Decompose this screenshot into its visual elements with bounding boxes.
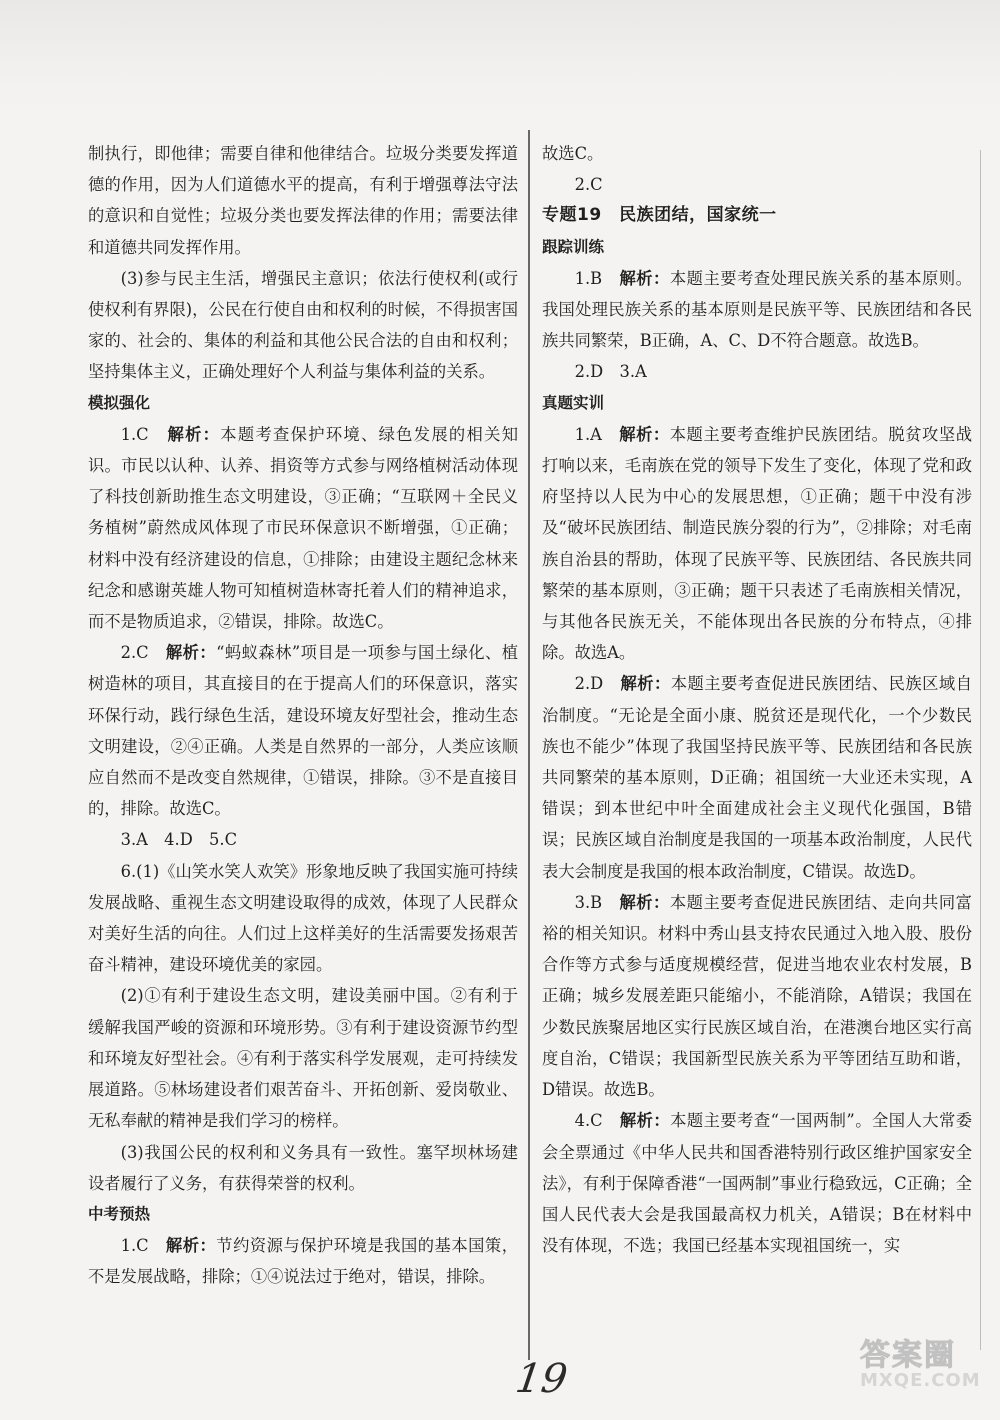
- paragraph-continuation: 故选C。: [542, 144, 604, 163]
- answer-item: [542, 1105, 972, 1261]
- analysis-text: 本题考查保护环境、绿色发展的相关知识。市民以认种、认养、捐资等方式参与网络植树活动体现了科技创新助推生态文明建设，③正确；“互联网＋全民义务植树”蔚然成风体现了市民环保意识不断增强，①正确；材料中没有经济建设的信息，①排除；由建设主题纪念林来纪念和感谢英雄人物可知植树造林寄托着人们的精神追求，而不是物质追求，②错误，排除。故选C。: [88, 424, 518, 632]
- answer-item: [88, 637, 518, 824]
- answer-item: [88, 419, 518, 637]
- topic-title: 专题19 民族团结，国家统一: [542, 205, 777, 226]
- answer-number: 3.B: [574, 892, 603, 912]
- column-divider: [528, 130, 530, 1360]
- analysis-text: 本题主要考查处理民族关系的基本原则。我国处理民族关系的基本原则是民族平等、民族团结和各民族共同繁荣，B正确，A、C、D不符合题意。故选B。: [542, 268, 972, 351]
- left-column: [88, 138, 518, 1293]
- analysis-label: 解析：: [619, 1111, 671, 1131]
- answer-number: 1.C: [120, 424, 149, 444]
- answer-number: 4.C: [574, 1111, 603, 1131]
- section-heading-exam: 中考预热: [88, 1204, 151, 1223]
- right-column: [542, 138, 972, 1261]
- watermark-top-text: 答案圈: [860, 1338, 956, 1373]
- answer-number: 1.C: [120, 1236, 149, 1256]
- page-edge: [980, 150, 981, 1350]
- answer-number: 2.D: [574, 674, 604, 694]
- answer-short-list: 2.D 3.A: [574, 362, 647, 382]
- analysis-text: 本题主要考查维护民族团结。脱贫攻坚战打响以来，毛南族在党的领导下发生了变化，体现了党和政府坚持以人民为中心的发展思想，①正确；题干中没有涉及“破坏民族团结、制造民族分裂的行为”，②排除；对毛南族自治县的帮助，体现了民族平等、民族团结、各民族共同繁荣的基本原则，③正确；题干只表述了毛南族相关情况，与其他各民族无关，不能体现出各民族的分布特点，④排除。故选A。: [542, 424, 972, 663]
- section-heading-simulate: 模拟强化: [88, 393, 151, 412]
- analysis-label: 解析：: [620, 674, 671, 694]
- analysis-label: 解析：: [619, 892, 670, 912]
- answer-number: 1.B: [574, 268, 603, 288]
- scan-shading: [0, 0, 1000, 110]
- answer-number: 2.C: [120, 643, 149, 663]
- answer-6-part-3: (3)我国公民的权利和义务具有一致性。塞罕坝林场建设者履行了义务，有获得荣誉的权利。: [88, 1142, 518, 1193]
- answer-6-part-2: (2)①有利于建设生态文明，建设美丽中国。②有利于缓解我国严峻的资源和环境形势。③有利于建设资源节约型和环境友好型社会。④有利于落实科学发展观，走可持续发展道路。⑤林场建设者们艰苦奋斗、开拓创新、爱岗敬业、无私奉献的精神是我们学习的榜样。: [88, 986, 518, 1131]
- paragraph-continuation: 制执行，即他律；需要自律和他律结合。垃圾分类要发挥道德的作用，因为人们道德水平的提高，有利于增强尊法守法的意识和自觉性；垃圾分类也要发挥法律的作用；需要法律和道德共同发挥作用。: [88, 144, 518, 257]
- answer-item: [542, 887, 972, 1105]
- paragraph-answer-3: (3)参与民主生活，增强民主意识；依法行使权利(或行使权利有界限)，公民在行使自由和权利的时候，不得损害国家的、社会的、集体的利益和其他公民合法的自由和权利；坚持集体主义，正确处理好个人利益与集体利益的关系。: [88, 268, 518, 382]
- answer-number: 1.A: [574, 424, 602, 444]
- analysis-text: 本题主要考查促进民族团结、走向共同富裕的相关知识。材料中秀山县支持农民通过入地入股、股份合作等方式参与适度规模经营，促进当地农业农村发展，B正确；城乡发展差距只能缩小，不能消除，A错误；我国在少数民族聚居地区实行民族区域自治，在港澳台地区实行高度自治，C错误；我国新型民族关系为平等团结互助和谐，D错误。故选B。: [542, 892, 972, 1100]
- analysis-label: 解析：: [165, 1236, 217, 1256]
- answer-short: 2.C: [574, 175, 603, 195]
- section-heading-real: 真题实训: [542, 393, 605, 412]
- answer-item: [88, 1230, 518, 1292]
- answer-item: [542, 263, 972, 357]
- analysis-label: 解析：: [167, 424, 221, 444]
- watermark-logo: [860, 1330, 995, 1410]
- analysis-label: 解析：: [619, 268, 670, 288]
- analysis-text: 节约资源与保护环境是我国的基本国策，不是发展战略，排除；①④说法过于绝对，错误，排除。: [88, 1236, 518, 1287]
- analysis-text: 本题主要考查“一国两制”。全国人大常委会全票通过《中华人民共和国香港特别行政区维护国家安全法》，有利于保障香港“一国两制”事业行稳致远，C正确；全国人民代表大会是我国最高权力机关，A错误；B在材料中没有体现，不选；我国已经基本实现祖国统一，实: [542, 1111, 972, 1256]
- analysis-text: “蚂蚁森林”项目是一项参与国土绿化、植树造林的项目，其直接目的在于提高人们的环保意识，落实环保行动，践行绿色生活，建设环境友好型社会，推动生态文明建设，②④正确。人类是自然界的一部分，人类应该顺应自然而不是改变自然规律，①错误，排除。③不是直接目的，排除。故选C。: [88, 643, 518, 819]
- answer-item: [542, 668, 972, 886]
- answer-item: [542, 419, 972, 669]
- analysis-label: 解析：: [165, 643, 217, 663]
- answer-6-part-1: 6.(1)《山笑水笑人欢笑》形象地反映了我国实施可持续发展战略、重视生态文明建设取得的成效，体现了人民群众对美好生活的向往。人们过上这样美好的生活需要发扬艰苦奋斗精神，建设环境优美的家园。: [88, 861, 518, 975]
- section-heading-track: 跟踪训练: [542, 237, 605, 256]
- watermark-bottom-text: MXQE.COM: [860, 1370, 981, 1391]
- answer-short-list: 3.A 4.D 5.C: [120, 830, 238, 850]
- analysis-label: 解析：: [619, 424, 670, 444]
- page-number: 19: [512, 1356, 571, 1402]
- analysis-text: 本题主要考查促进民族团结、民族区域自治制度。“无论是全面小康、脱贫还是现代化，一个少数民族也不能少”体现了我国坚持民族平等、民族团结和各民族共同繁荣的基本原则，D正确；祖国统一大业还未实现，A错误；到本世纪中叶全面建成社会主义现代化强国，B错误；民族区域自治制度是我国的一项基本政治制度，人民代表大会制度是我国的根本政治制度，C错误。故选D。: [542, 674, 972, 881]
